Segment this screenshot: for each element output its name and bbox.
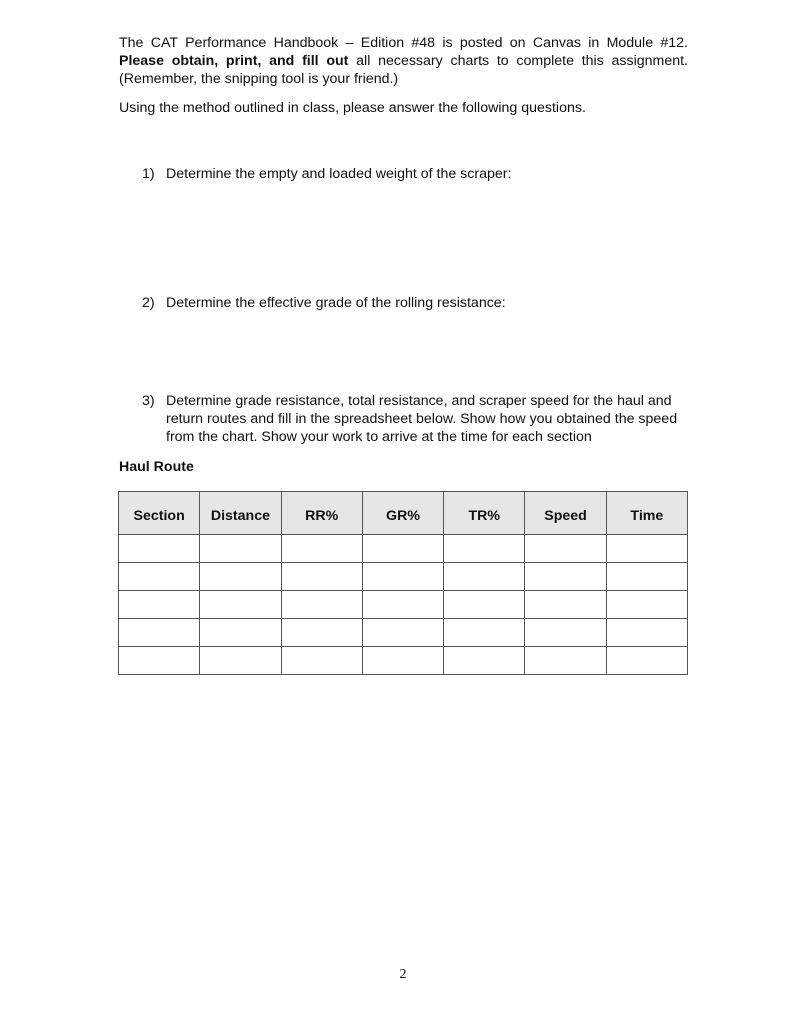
table-cell[interactable] [200,591,281,619]
table-cell[interactable] [606,647,687,675]
table-cell[interactable] [119,591,200,619]
table-cell[interactable] [362,619,443,647]
table-cell[interactable] [525,563,606,591]
haul-route-table [118,491,688,675]
table-cell[interactable] [119,535,200,563]
page-number: 2 [399,967,407,982]
instruction-text: Using the method outlined in class, please answer the following questions. [119,100,586,116]
column-header-time: Time [606,492,687,535]
column-header-speed: Speed [525,492,606,535]
table-cell[interactable] [119,563,200,591]
table-cell[interactable] [200,647,281,675]
column-header-tr: TR% [444,492,525,535]
table-cell[interactable] [362,647,443,675]
table-cell[interactable] [281,647,362,675]
table-cell[interactable] [119,647,200,675]
question-number: 2) [142,295,155,311]
intro-bold-phrase: Please obtain, print, and fill out [119,53,349,69]
table-cell[interactable] [281,563,362,591]
table-cell[interactable] [444,647,525,675]
table-cell[interactable] [281,591,362,619]
table-row [119,619,688,647]
intro-line-3: (Remember, the snipping tool is your friend.) [119,71,399,87]
table-cell[interactable] [606,535,687,563]
table-cell[interactable] [362,535,443,563]
table-cell[interactable] [281,619,362,647]
table-row [119,591,688,619]
table-cell[interactable] [606,591,687,619]
table-row [119,563,688,591]
table-cell[interactable] [525,535,606,563]
column-header-section: Section [119,492,200,535]
table-cell[interactable] [444,535,525,563]
question-3 [142,392,688,446]
table-cell[interactable] [119,619,200,647]
table-cell[interactable] [525,647,606,675]
column-header-rr: RR% [281,492,362,535]
haul-route-heading: Haul Route [119,459,194,475]
table-cell[interactable] [200,535,281,563]
table-cell[interactable] [606,563,687,591]
question-2 [142,294,688,312]
column-header-distance: Distance [200,492,281,535]
table-cell[interactable] [200,619,281,647]
column-header-gr: GR% [362,492,443,535]
table-cell[interactable] [444,563,525,591]
question-text: Determine grade resistance, total resistance, and scraper speed for the haul and return routes and fill in the spreadsheet below. Show how you obtained the speed from the chart. Show your work to arrive at the time for each section [166,393,678,445]
question-number: 1) [142,166,155,182]
question-text: Determine the effective grade of the rolling resistance: [166,295,506,311]
table-cell[interactable] [362,591,443,619]
table-cell[interactable] [525,591,606,619]
table-cell[interactable] [525,619,606,647]
table-cell[interactable] [444,591,525,619]
question-text: Determine the empty and loaded weight of the scraper: [166,166,512,182]
intro-line-1: The CAT Performance Handbook – Edition #48 is posted on Canvas in Module #12. [119,35,688,51]
table-cell[interactable] [281,535,362,563]
table-header-row [119,492,688,535]
intro-paragraph [119,34,688,88]
question-number: 3) [142,393,155,409]
intro-line-2 [119,52,688,70]
table-cell[interactable] [200,563,281,591]
question-1 [142,165,688,183]
table-cell[interactable] [606,619,687,647]
intro-line-2-rest: all necessary charts to complete this assignment. [348,53,688,69]
table-row [119,647,688,675]
table-cell[interactable] [362,563,443,591]
table-cell[interactable] [444,619,525,647]
table-row [119,535,688,563]
